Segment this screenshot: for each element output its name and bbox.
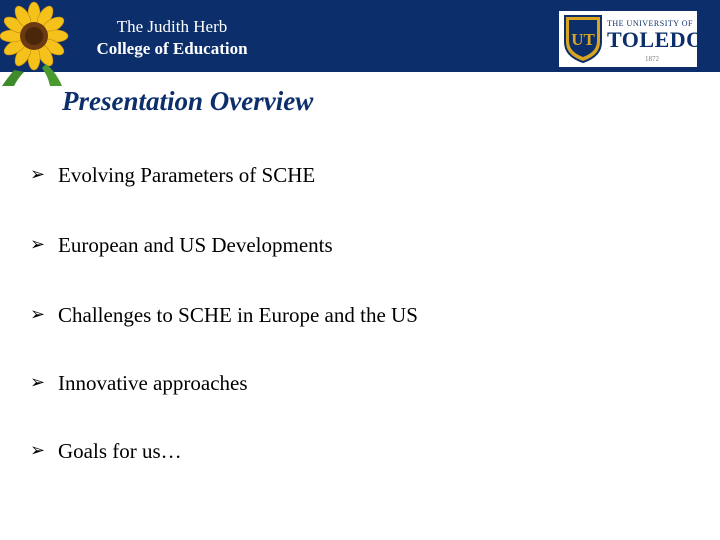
bullet-item: [30, 160, 315, 190]
bullet-text: Evolving Parameters of SCHE: [58, 163, 316, 187]
logo-year: 1872: [645, 55, 659, 63]
bullet-text: Challenges to SCHE in Europe and the US: [58, 303, 418, 327]
bullet-item: [30, 436, 182, 466]
sunflower-logo-icon: [0, 0, 72, 88]
bullet-item: [30, 368, 248, 398]
university-logo: [558, 10, 704, 68]
bullet-text: European and US Developments: [58, 233, 333, 257]
logo-small-text: THE UNIVERSITY OF: [607, 19, 693, 28]
college-title-line1: The Judith Herb: [116, 17, 228, 36]
arrow-bullet-icon: ➢: [30, 234, 46, 255]
arrow-bullet-icon: ➢: [30, 440, 46, 461]
shield-text: UT: [571, 30, 595, 49]
bullet-text: Goals for us…: [58, 439, 182, 463]
bullet-item: [30, 300, 418, 330]
logo-big-text: TOLEDO: [607, 27, 704, 52]
arrow-bullet-icon: ➢: [30, 372, 46, 393]
college-title: [72, 18, 272, 57]
bullet-text: Innovative approaches: [58, 371, 248, 395]
arrow-bullet-icon: ➢: [30, 164, 46, 185]
ut-shield-icon: [563, 14, 603, 64]
bullet-item: [30, 230, 333, 260]
slide-title: Presentation Overview: [62, 86, 314, 116]
college-title-line2: College of Education: [96, 39, 248, 58]
arrow-bullet-icon: ➢: [30, 304, 46, 325]
